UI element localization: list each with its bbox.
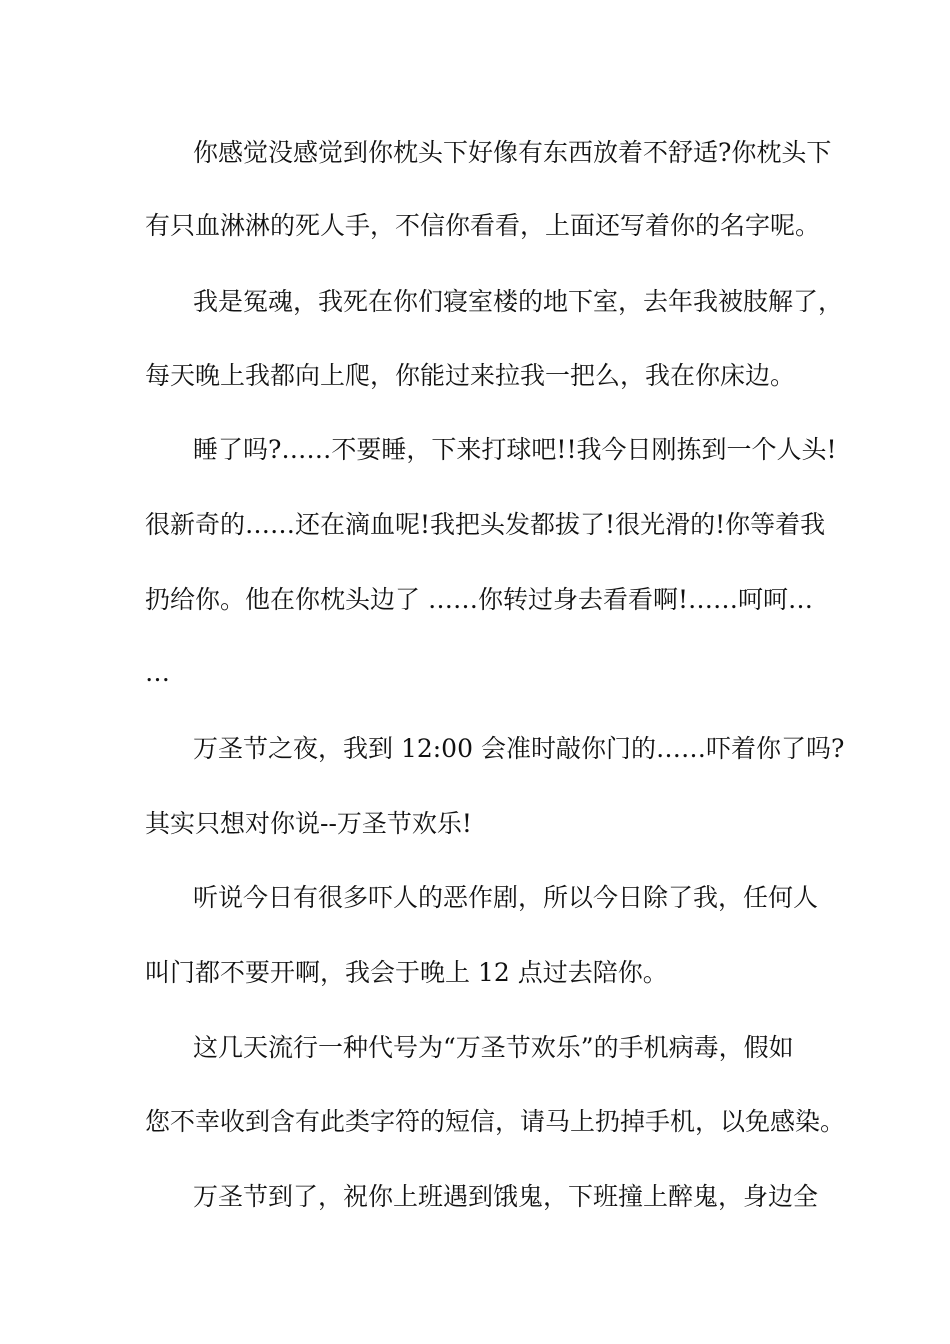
text-line: 你感觉没感觉到你枕头下好像有东西放着不舒适?你枕头下 <box>193 138 832 167</box>
text-line: 万圣节到了，祝你上班遇到饿鬼，下班撞上醉鬼，身边全 <box>193 1182 819 1211</box>
text-line: 您不幸收到含有此类字符的短信，请马上扔掉手机，以免感染。 <box>145 1107 846 1136</box>
text-line: 每天晚上我都向上爬，你能过来拉我一把么，我在你床边。 <box>145 361 796 390</box>
text-line: 很新奇的……还在滴血呢!我把头发都拔了!很光滑的!你等着我 <box>145 510 826 539</box>
text-line: 我是冤魂，我死在你们寝室楼的地下室，去年我被肢解了， <box>193 287 844 316</box>
text-line: 扔给你。他在你枕头边了 ……你转过身去看看啊!……呵呵… <box>145 585 813 614</box>
text-line: 这几天流行一种代号为“万圣节欢乐”的手机病毒，假如 <box>193 1033 794 1062</box>
text-line: … <box>145 658 170 687</box>
text-line: 有只血淋淋的死人手，不信你看看，上面还写着你的名字呢。 <box>145 211 821 240</box>
text-line: 叫门都不要开啊，我会于晚上 12 点过去陪你。 <box>145 958 668 987</box>
text-line: 听说今日有很多吓人的恶作剧，所以今日除了我，任何人 <box>193 883 819 912</box>
text-line: 睡了吗?……不要睡，下来打球吧!!我今日刚拣到一个人头! <box>193 435 837 464</box>
text-line: 其实只想对你说--万圣节欢乐! <box>145 809 472 838</box>
text-line: 万圣节之夜，我到 12:00 会准时敲你门的……吓着你了吗? <box>193 734 845 763</box>
